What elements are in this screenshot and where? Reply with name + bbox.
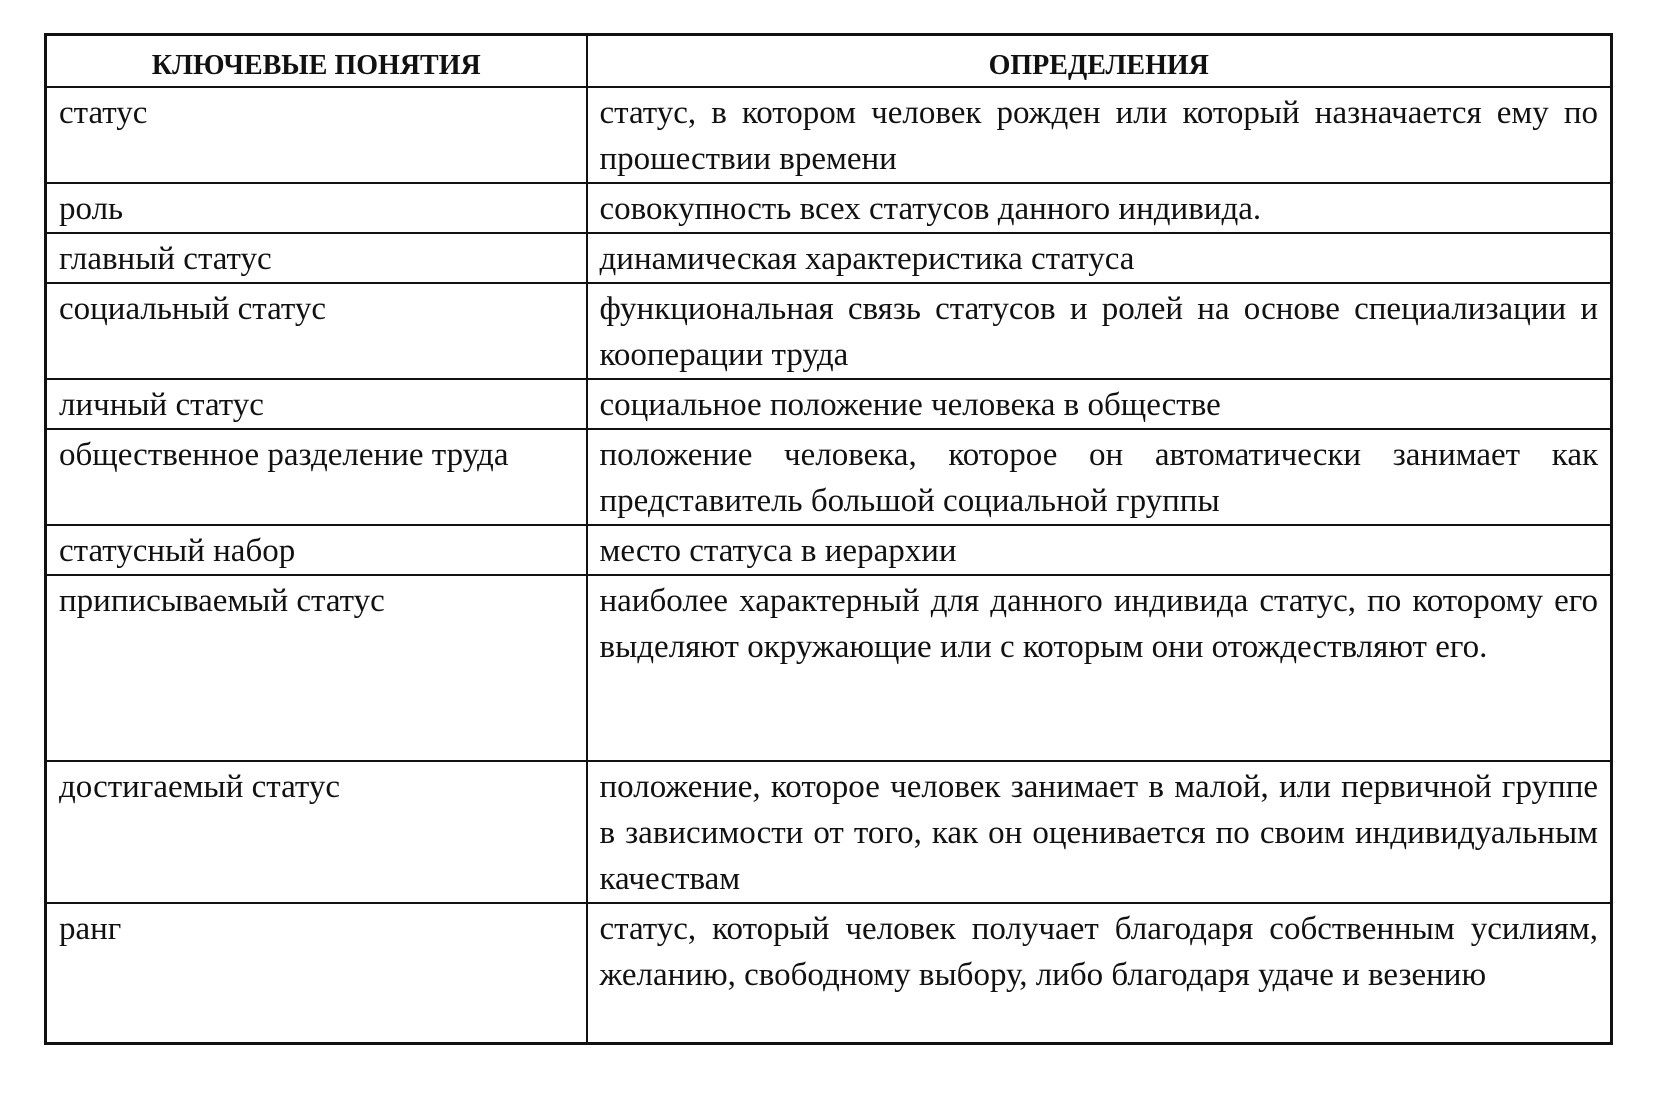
definition-cell: место статуса в иерархии: [587, 525, 1612, 575]
term-cell: приписываемый статус: [46, 575, 587, 761]
term-cell: общественное разделение труда: [46, 429, 587, 525]
term-cell: роль: [46, 183, 587, 233]
term-cell: статусный набор: [46, 525, 587, 575]
definition-cell: положение человека, которое он автоматически занимает как представитель большой социальной группы: [587, 429, 1612, 525]
definition-cell: динамическая характеристика статуса: [587, 233, 1612, 283]
definition-cell: наиболее характерный для данного индивида статус, по которому его выделяют окружающие или с которым они отождествляют его.: [587, 575, 1612, 761]
definition-cell: социальное положение человека в обществе: [587, 379, 1612, 429]
table-row: [46, 183, 1612, 233]
table-row: [46, 903, 1612, 1044]
table-row: [46, 283, 1612, 379]
concepts-table-container: [44, 33, 1610, 1045]
term-cell: личный статус: [46, 379, 587, 429]
definition-cell: статус, который человек получает благодаря собственным усилиям, желанию, свободному выбору, либо благодаря удаче и везению: [587, 903, 1612, 1044]
definition-cell: положение, которое человек занимает в малой, или первичной группе в зависимости от того, как он оценивается по своим индивидуальным качествам: [587, 761, 1612, 903]
term-cell: ранг: [46, 903, 587, 1044]
definition-cell: статус, в котором человек рожден или который назначается ему по прошествии времени: [587, 87, 1612, 183]
header-key-concepts: КЛЮЧЕВЫЕ ПОНЯТИЯ: [46, 35, 587, 88]
table-row: [46, 233, 1612, 283]
term-cell: социальный статус: [46, 283, 587, 379]
table-row: [46, 87, 1612, 183]
table-row: [46, 575, 1612, 761]
header-definitions: ОПРЕДЕЛЕНИЯ: [587, 35, 1612, 88]
concepts-definitions-table: [44, 33, 1613, 1045]
term-cell: главный статус: [46, 233, 587, 283]
table-header-row: [46, 35, 1612, 88]
definition-cell: совокупность всех статусов данного индивида.: [587, 183, 1612, 233]
table-row: [46, 525, 1612, 575]
term-cell: достигаемый статус: [46, 761, 587, 903]
table-row: [46, 379, 1612, 429]
table-row: [46, 429, 1612, 525]
table-row: [46, 761, 1612, 903]
definition-cell: функциональная связь статусов и ролей на основе специализации и кооперации труда: [587, 283, 1612, 379]
term-cell: статус: [46, 87, 587, 183]
